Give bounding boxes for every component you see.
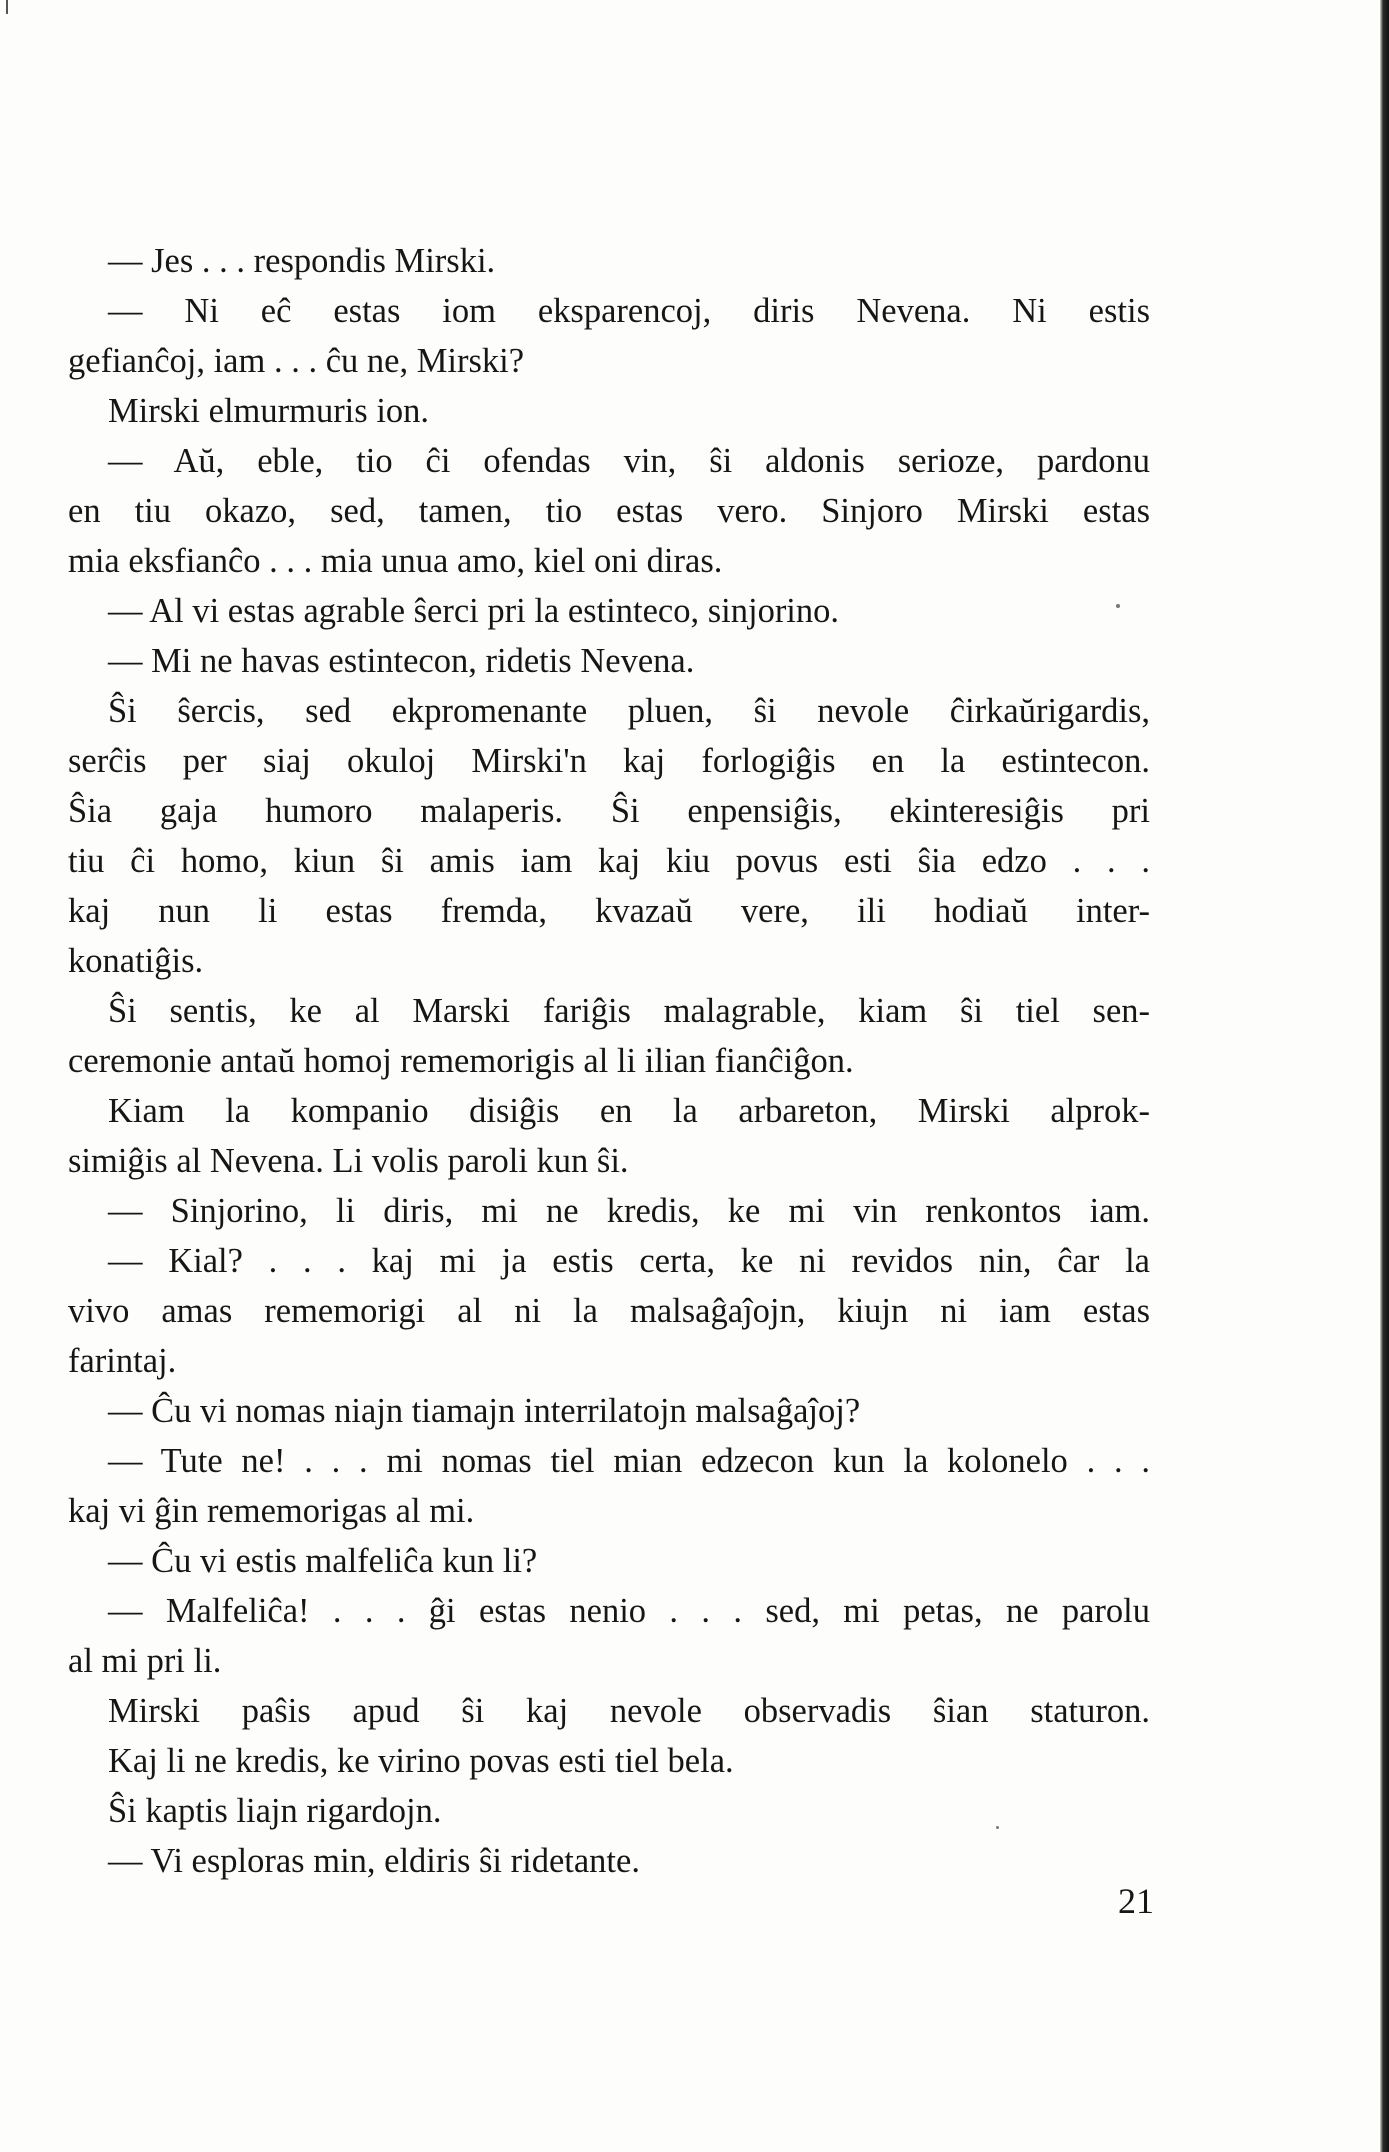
text-line: Ŝi kaptis liajn rigardojn. [108,1792,442,1830]
text-line: kaj nun li estas fremda, kvazaŭ vere, ili hodiaŭ inter- [68,892,1150,930]
text-line: — Ni eĉ estas iom eksparencoj, diris Nevena. Ni estis [108,292,1150,330]
text-line: farintaj. [68,1342,177,1380]
text-line: en tiu okazo, sed, tamen, tio estas vero. Sinjoro Mirski estas [68,492,1150,530]
text-line: — Jes . . . respondis Mirski. [108,242,496,280]
text-line: konatiĝis. [68,942,204,980]
text-line: — Kial? . . . kaj mi ja estis certa, ke ni revidos nin, ĉar la [108,1242,1150,1280]
text-line: Kiam la kompanio disiĝis en la arbareton, Mirski alprok- [108,1092,1150,1130]
text-line: serĉis per siaj okuloj Mirski'n kaj forlogiĝis en la estintecon. [68,742,1150,780]
body-text [68,236,1150,1886]
text-line: gefianĉoj, iam . . . ĉu ne, Mirski? [68,342,525,380]
text-line: — Sinjorino, li diris, mi ne kredis, ke mi vin renkontos iam. [108,1192,1150,1230]
text-line: — Vi esploras min, eldiris ŝi ridetante. [108,1842,640,1880]
text-line: tiu ĉi homo, kiun ŝi amis iam kaj kiu povus esti ŝia edzo . . . [68,842,1150,880]
text-line: simiĝis al Nevena. Li volis paroli kun ŝi. [68,1142,629,1180]
text-line: mia eksfianĉo . . . mia unua amo, kiel oni diras. [68,542,723,580]
text-line: Mirski elmurmuris ion. [108,392,430,430]
text-line: — Al vi estas agrable ŝerci pri la estinteco, sinjorino. [108,592,840,630]
text-line: vivo amas rememorigi al ni la malsaĝaĵojn, kiujn ni iam estas [68,1292,1150,1330]
text-line: Ŝi ŝercis, sed ekpromenante pluen, ŝi nevole ĉirkaŭrigardis, [108,692,1150,730]
text-line: — Ĉu vi estis malfeliĉa kun li? [108,1542,538,1580]
text-line: — Aŭ, eble, tio ĉi ofendas vin, ŝi aldonis serioze, pardonu [108,442,1150,480]
text-line: Ŝia gaja humoro malaperis. Ŝi enpensiĝis, ekinteresiĝis pri [68,792,1150,830]
text-line: — Mi ne havas estintecon, ridetis Nevena. [108,642,695,680]
text-line: al mi pri li. [68,1642,222,1680]
text-line: — Tute ne! . . . mi nomas tiel mian edzecon kun la kolonelo . . . [108,1442,1150,1480]
text-line: kaj vi ĝin rememorigas al mi. [68,1492,475,1530]
text-line: — Ĉu vi nomas niajn tiamajn interrilatojn malsaĝaĵoj? [108,1392,861,1430]
text-line: Ŝi sentis, ke al Marski fariĝis malagrable, kiam ŝi tiel sen- [108,992,1150,1030]
text-line: Mirski paŝis apud ŝi kaj nevole observadis ŝian staturon. [108,1692,1150,1730]
text-line: Kaj li ne kredis, ke virino povas esti tiel bela. [108,1742,734,1780]
text-line: — Malfeliĉa! . . . ĝi estas nenio . . . sed, mi petas, ne parolu [108,1592,1150,1630]
text-line: ceremonie antaŭ homoj rememorigis al li ilian fianĉiĝon. [68,1042,854,1080]
page-edge-shadow [1380,0,1389,2152]
scan-tick-mark [6,0,8,14]
page-number: 21 [1118,1881,1154,1921]
